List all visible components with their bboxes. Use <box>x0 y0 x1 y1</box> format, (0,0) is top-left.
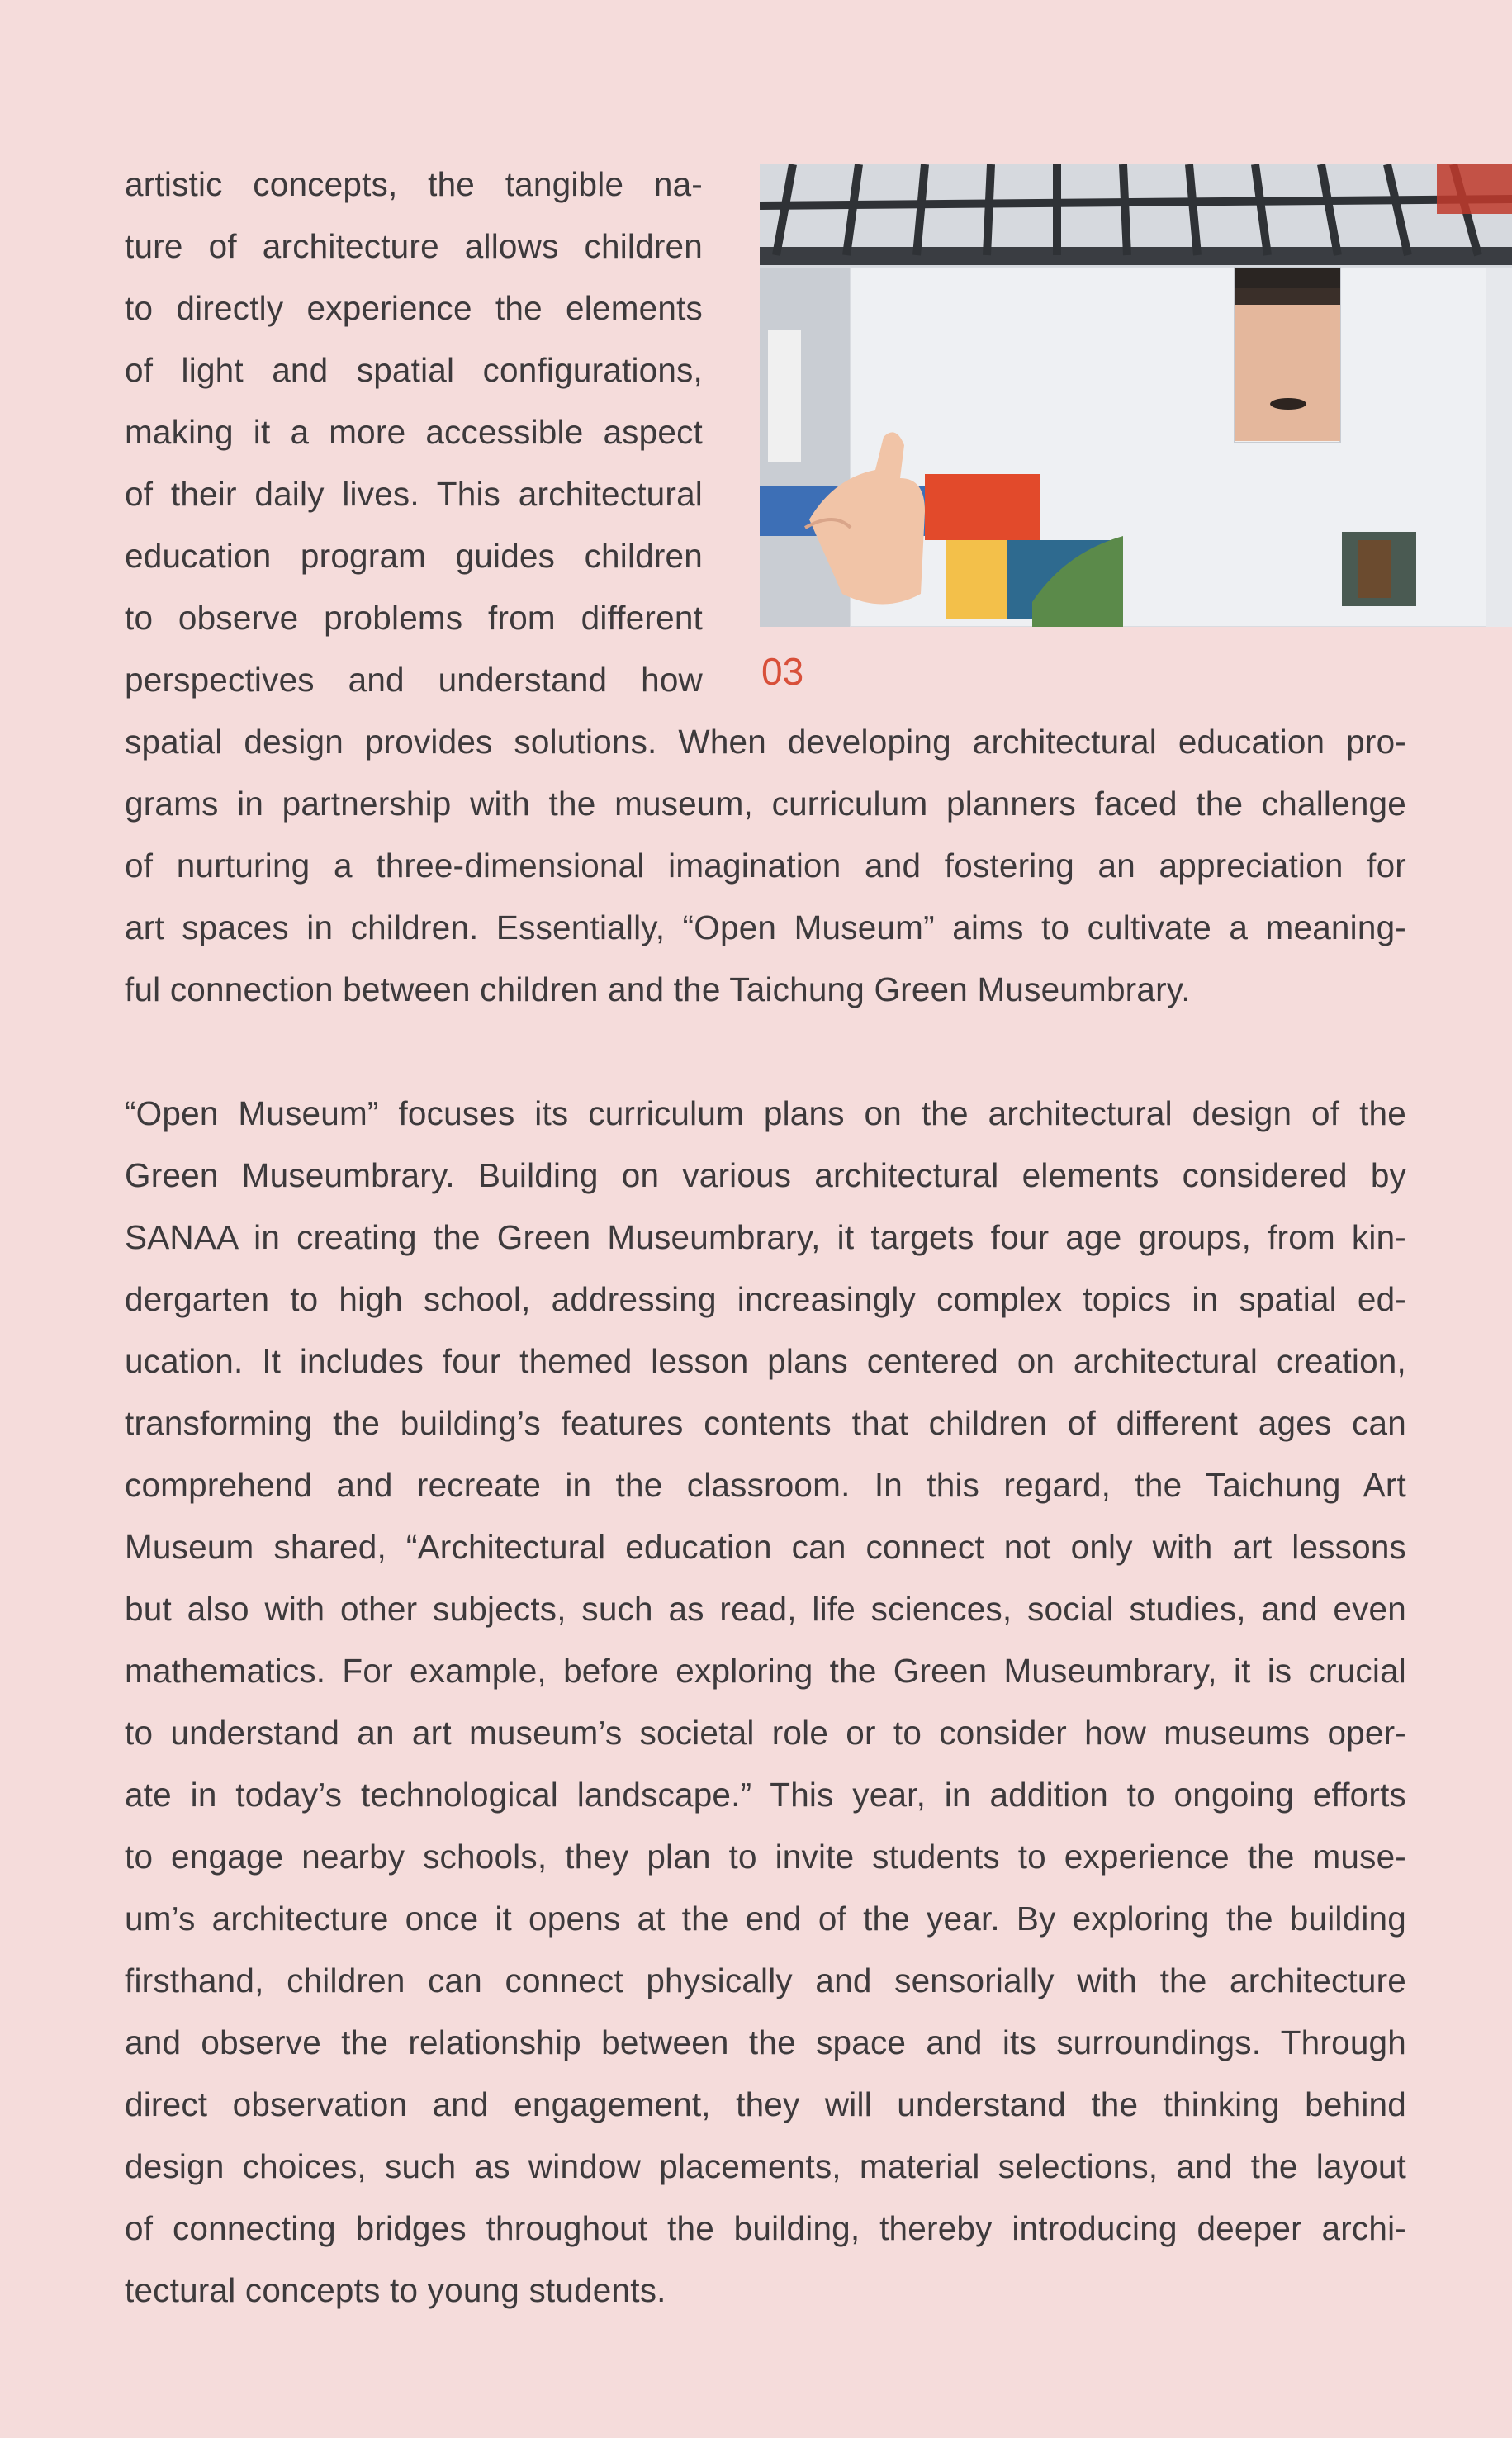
body-line: to understand an art museum’s societal role or to consider how museums oper- <box>125 1714 1406 1752</box>
body-line: education program guides children <box>125 537 703 575</box>
body-line: but also with other subjects, such as read, life sciences, social studies, and even <box>125 1590 1406 1628</box>
body-line: to observe problems from different <box>125 599 703 637</box>
body-line: spatial design provides solutions. When developing architectural education pro- <box>125 723 1406 761</box>
body-line: firsthand, children can connect physically and sensorially with the architecture <box>125 1961 1406 1999</box>
body-line: to engage nearby schools, they plan to invite students to experience the muse- <box>125 1838 1406 1876</box>
body-line: of their daily lives. This architectural <box>125 475 703 513</box>
body-line: ucation. It includes four themed lesson plans centered on architectural creation, <box>125 1342 1406 1380</box>
body-line: transforming the building’s features contents that children of different ages can <box>125 1404 1406 1442</box>
classroom-photo <box>760 164 1512 627</box>
figure-number: 03 <box>761 650 804 693</box>
body-line-last: tectural concepts to young students. <box>125 2271 666 2309</box>
body-line: art spaces in children. Essentially, “Open Museum” aims to cultivate a meaning- <box>125 908 1406 946</box>
body-line: grams in partnership with the museum, curriculum planners faced the challenge <box>125 785 1406 823</box>
body-line: of nurturing a three-dimensional imagination and fostering an appreciation for <box>125 847 1406 885</box>
body-line: Green Museumbrary. Building on various architectural elements considered by <box>125 1156 1406 1194</box>
body-line: ture of architecture allows children <box>125 227 703 265</box>
body-line: dergarten to high school, addressing increasingly complex topics in spatial ed- <box>125 1280 1406 1318</box>
body-line: and observe the relationship between the space and its surroundings. Through <box>125 2023 1406 2061</box>
body-line: “Open Museum” focuses its curriculum plans on the architectural design of the <box>125 1094 1406 1132</box>
body-line: SANAA in creating the Green Museumbrary, it targets four age groups, from kin- <box>125 1218 1406 1256</box>
body-line: comprehend and recreate in the classroom. In this regard, the Taichung Art <box>125 1466 1406 1504</box>
body-line: direct observation and engagement, they will understand the thinking behind <box>125 2085 1406 2123</box>
body-line: perspectives and understand how <box>125 661 703 699</box>
body-line: of connecting bridges throughout the building, thereby introducing deeper archi- <box>125 2209 1406 2247</box>
body-line: mathematics. For example, before exploring the Green Museumbrary, it is crucial <box>125 1652 1406 1690</box>
body-line: to directly experience the elements <box>125 289 703 327</box>
body-line: making it a more accessible aspect <box>125 413 703 451</box>
body-line: of light and spatial configurations, <box>125 351 703 389</box>
body-line: artistic concepts, the tangible na- <box>125 165 703 203</box>
body-line: design choices, such as window placements, material selections, and the layout <box>125 2147 1406 2185</box>
body-line: Museum shared, “Architectural education can connect not only with art lessons <box>125 1528 1406 1566</box>
body-line: um’s architecture once it opens at the end of the year. By exploring the building <box>125 1900 1406 1938</box>
body-line: ate in today’s technological landscape.” This year, in addition to ongoing efforts <box>125 1776 1406 1814</box>
body-line-last: ful connection between children and the Taichung Green Museumbrary. <box>125 970 1191 1008</box>
